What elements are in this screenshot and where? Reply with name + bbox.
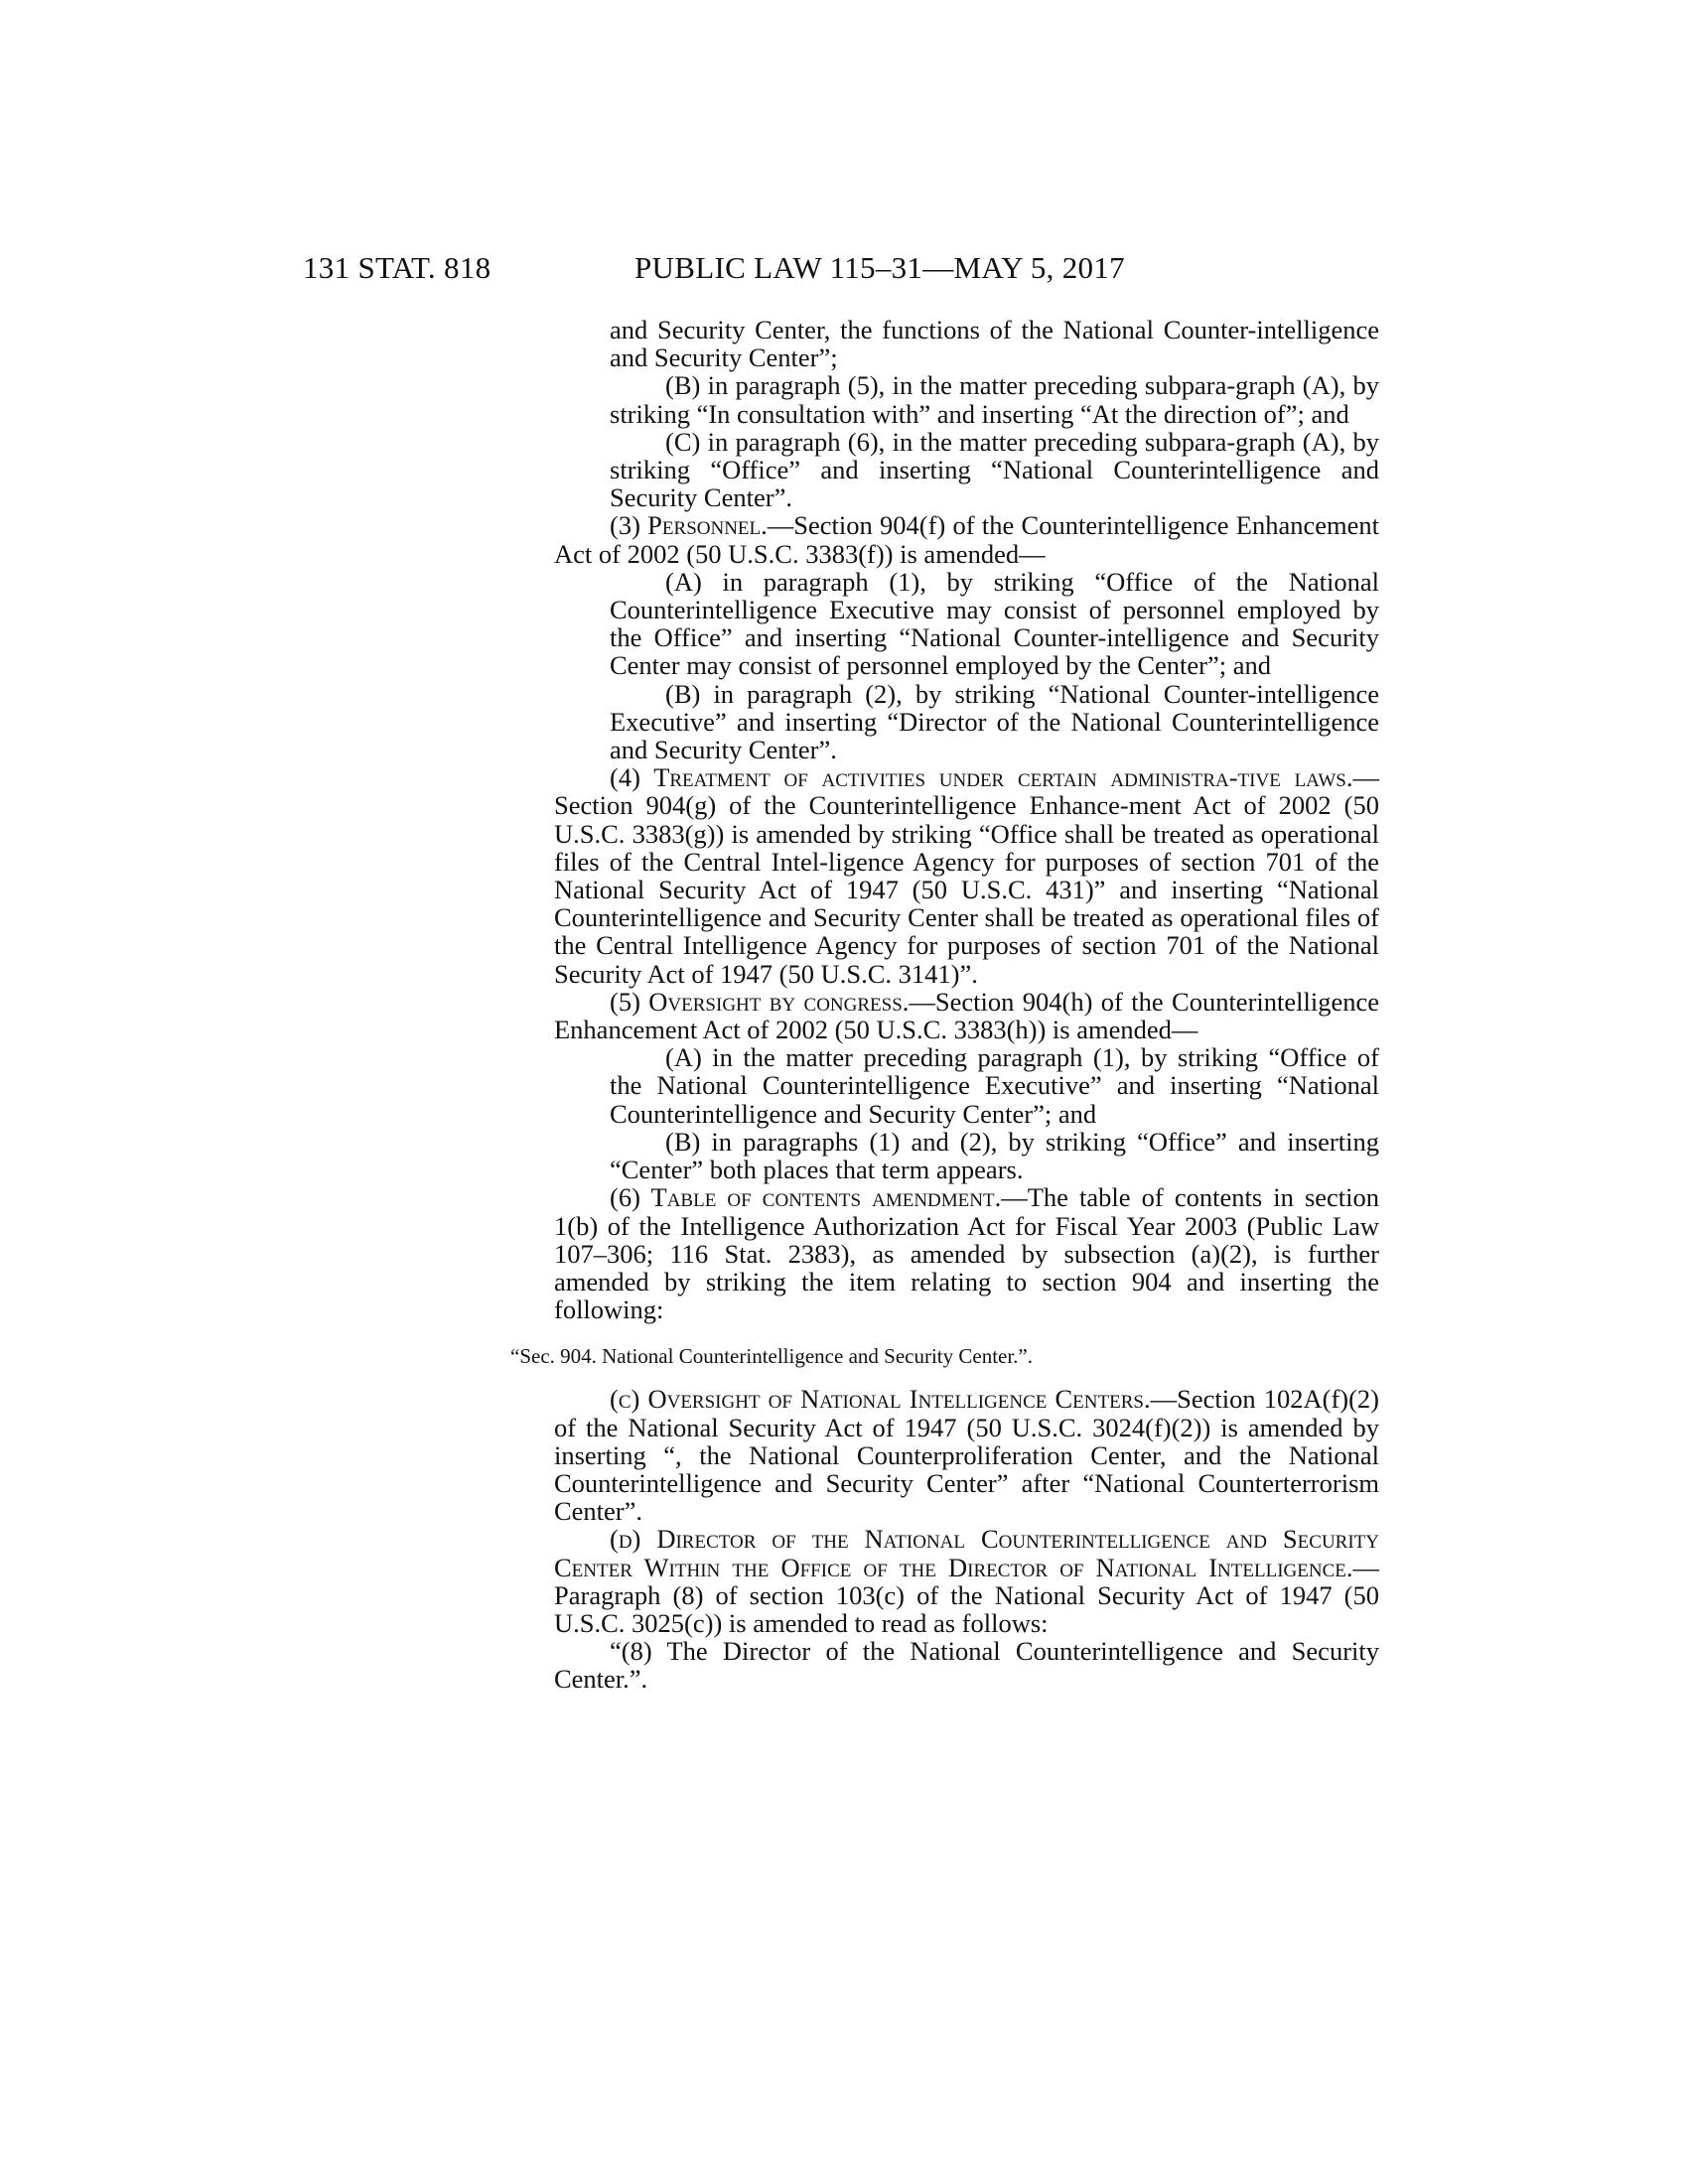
statute-page-number: 131 STAT. 818 (303, 250, 492, 285)
paragraph-personnel (554, 511, 1379, 567)
paragraph-oversight (554, 988, 1379, 1043)
quoted-paragraph-8: “(8) The Director of the National Counterintelligence and Security Center.”. (554, 1636, 1379, 1695)
paragraph-heading: (3) Personnel. (610, 510, 768, 541)
subparagraph-c: (C) in paragraph (6), in the matter preceding subpara-graph (A), by striking “Office” and inserting “National Counterintelligence and Security Center”. (610, 426, 1379, 513)
paragraph-continuation: and Security Center, the functions of the National Counter-intelligence and Security Center”; (610, 315, 1379, 373)
paragraph-text: —The table of contents in section 1(b) of the Intelligence Authorization Act for Fiscal Year 2003 (Public Law 107–306; 116 Stat. 2383), as amended by subsection (a)(2), is further amended by striking the item relating to section 904 and inserting the following: (554, 1182, 1380, 1325)
paragraph-heading: (4) Treatment of activities under certain administra-tive laws. (610, 762, 1353, 793)
subparagraph-b: (B) in paragraph (5), in the matter preceding subpara-graph (A), by striking “In consultation with” and inserting “At the direction of”; and (610, 370, 1379, 429)
document-body (510, 315, 1380, 1695)
paragraph-table-of-contents (554, 1183, 1379, 1323)
paragraph-treatment (554, 763, 1379, 988)
subsection-heading: (d) Director of the National Counterintelligence and Security Center Within the Office of the Director of National Intelligence. (554, 1524, 1379, 1582)
law-title: PUBLIC LAW 115–31—MAY 5, 2017 (634, 250, 1125, 285)
subsection-text: —Section 102A(f)(2) of the National Security Act of 1947 (50 U.S.C. 3024(f)(2)) is amended by inserting “, the National Counterproliferation Center, and the National Counterintelligence and Security Center” after “National Counterterrorism Center”. (554, 1384, 1379, 1527)
subparagraph-b: (B) in paragraphs (1) and (2), by striking “Office” and inserting “Center” both places that term appears. (610, 1126, 1379, 1185)
paragraph-text: —Section 904(h) of the Counterintelligence Enhancement Act of 2002 (50 U.S.C. 3383(h)) is amended— (554, 986, 1380, 1045)
subparagraph-a: (A) in the matter preceding paragraph (1), by striking “Office of the National Counterintelligence Executive” and inserting “National Counterintelligence and Security Center”; and (610, 1042, 1379, 1129)
toc-item: “Sec. 904. National Counterintelligence and Security Center.”. (510, 1344, 1034, 1369)
paragraph-heading: (6) Table of contents amendment. (610, 1182, 1002, 1213)
subparagraph-b: (B) in paragraph (2), by striking “National Counter-intelligence Executive” and inserting “Director of the National Counterintelligence and Security Center”. (610, 678, 1379, 765)
paragraph-heading: (5) Oversight by congress. (610, 986, 910, 1017)
subparagraph-a: (A) in paragraph (1), by striking “Office of the National Counterintelligence Executive may consist of personnel employed by the Office” and inserting “National Counter-intelligence and Security Center may consist of personnel employed by the Center”; and (610, 566, 1379, 681)
subsection-d (554, 1525, 1379, 1637)
subsection-c (554, 1385, 1379, 1525)
subsection-heading: (c) Oversight of National Intelligence Centers. (610, 1384, 1151, 1415)
page-header (0, 250, 1688, 290)
paragraph-text: —Section 904(f) of the Counterintelligence Enhancement Act of 2002 (50 U.S.C. 3383(f)) is amended— (554, 510, 1380, 569)
subsection-text: —Paragraph (8) of section 103(c) of the National Security Act of 1947 (50 U.S.C. 3025(c)) is amended to read as follows: (554, 1552, 1379, 1638)
paragraph-text: —Section 904(g) of the Counterintelligence Enhance-ment Act of 2002 (50 U.S.C. 3383(g)) is amended by striking “Office shall be treated as operational files of the Central Intel-ligence Agency for purposes of section 701 of the National Security Act of 1947 (50 U.S.C. 431)” and inserting “National Counterintelligence and Security Center shall be treated as operational files of the Central Intelligence Agency for purposes of section 701 of the National Security Act of 1947 (50 U.S.C. 3141)”. (554, 762, 1379, 989)
